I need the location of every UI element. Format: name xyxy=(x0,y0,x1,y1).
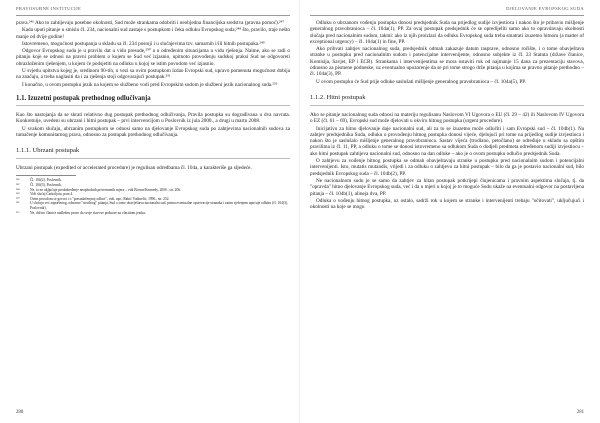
subsection-rule xyxy=(16,158,290,159)
paragraph: Ako prihvati zahtjev nacionalnog suda, predsjednik odmah zakazuje datum rasprave, odnosno ročište, i o tome obavještava stranke u postupku pred nacionalnim sudom i potencijalne intervenijente, odnosno subjekte iz čl. 23 Statuta (države članice, Komisija, Savjet, EP i ECB). Strankama i intervenijentima se mora ostaviti rok od najmanje 15 dana za prezentaciju stavova, odnosno za pismene podneske, uz eventualno upozorenje da se pri tome strogo drže pitanja u kojima se pravno pitanje prethodno – čl. 104a(3), PP. xyxy=(310,46,584,78)
right-page xyxy=(300,0,600,423)
paragraph: Ako se pitanje nacionalnog suda odnosi na materiju regulisanu Naslovom VI Ugovora o EU (čl. 29 – 42) ili Naslovom IV Ugovora o EZ (čl. 61 – 69), Evropski sud može djelovati u okviru hitnog postupka (urgent procedure). xyxy=(310,111,584,125)
subsection-rule xyxy=(310,105,584,106)
footnote-text: Čl. 104(3), Poslovnik. xyxy=(30,183,62,188)
paragraph: Odluka o vođenju hitnog postupka, uz ostalo, sadrži rok u kojem se stranke i intervenijenti trebaju "očitovati", uključujući i okolnosti na koje se mogu xyxy=(310,197,584,211)
footnote xyxy=(16,201,290,210)
paragraph: Ubrzani postupak (expedited or accelerated procedure) je regulisan odredbama čl. 104a, a karakteriše ga sljedeće. xyxy=(16,165,252,172)
footnote-number: ²⁴⁹ xyxy=(16,192,20,197)
footnote-number: ²⁴⁸ xyxy=(16,187,20,192)
head-rule xyxy=(310,15,584,16)
paragraph: U ovom postupku će Sud prije odluke saslušati mišljenje generalnog pravobranioca – čl. 104a(5), PP. xyxy=(316,78,526,85)
footnote-text: U slučaju već zaprašenog, odnosno "sterilnog" pitanja, Sud o tome obavještava nacionalni sud, prima eventualne opservacije stranaka i zatim rješenjem upućuje odluku (čl. 104(3), Poslovnik). xyxy=(30,201,289,211)
paragraph: I konačno, u ovom postupku jezik na kojem se službeno vodi pred Evropskim sudom je službeni jezik nacionalnog suda.²⁵² xyxy=(22,81,278,88)
footnote-number: ²⁵⁰ xyxy=(16,196,20,201)
paragraph: U svjetlu upitstva kojeg je, sredinom 90-tih, u vezi sa ovim postupkom izdao Evropski sud, upravo pomenuta mogućnost dobija na značaju, a treba naglasiti da i za rješenja stoji odgovarajući postupak.²⁵¹ xyxy=(16,68,290,81)
page-number-right: 281 xyxy=(576,410,584,415)
paragraph: O zahtjevu za vođenje hitnog postupka se odmah obavještavaju stranke u postupku pred nacionalnim sudom i potencijalni intervenijenti. Isto, mutatis mutandis, vrijedi i za odluku o zahtjevu za hitni postupak – bilo da ga je postavio nacionalni sud, bilo predsjednik Evropskog suda – čl. 104b(2), PP. xyxy=(310,158,584,177)
footnote-number: ²⁵¹ xyxy=(16,201,20,206)
paragraph: Istovremeno, mogućnost postupanja u skladu sa čl. 234 postoji i u slučajevima tzv. samarnih i/ili hitnih postupaka.²⁴⁹ xyxy=(22,40,265,47)
footnote-number: ²⁴⁷ xyxy=(16,183,20,188)
paragraph: Odluku o ubrzanom vođenju postupka donosi predsjednik Suda na prijedlog sudije izvjestioca i nakon što je pribavio mišljenje generalnog pravobranioca – čl. 104a(1), PP. Za ovaj postupak predsjednik će se opredijeliti samo ako to opravdavaju okolnosti slučaja pred nacionalnim sudom, takmi: ako iz njih proizlazi da odluku Evropskog suda treba smatrati izuzetno hitnom (a matter of exceptional urgency) – čl. 104a(1) in fine, PP. xyxy=(310,20,584,45)
paragraph: U svakom slučaju, ubrzanim postupkom se odnosi samo na djelovanje Evropskog suda po zahtjevima nacionalnih sudova za tumačenje komunitarnog prava, odnosno za postupak prethodnog odlučivanja. xyxy=(16,125,290,138)
section-rule xyxy=(16,105,290,106)
footnote-text: Ne, drživo članice nadležnu pravo da svoje stavove podnose na vlastitom jeziku. xyxy=(30,210,146,215)
head-rule xyxy=(16,15,290,16)
paragraph: prava.²⁴⁶ Ako to zahtijevaju posebne okolnosti, Sud može strankama odobriti i neobjedna financijska sredstva (pravna pomoć).²⁴⁷ xyxy=(16,20,285,26)
running-head-left xyxy=(16,6,290,15)
running-head-right xyxy=(310,6,584,15)
footnote-text: Čl. 104(2), Poslovnik. xyxy=(30,178,62,183)
running-head-title: PRAVOSUĐNE INSTITUCIJE xyxy=(16,6,82,11)
subsection-heading: 1.1.1. Ubrzani postupak xyxy=(16,147,80,155)
paragraph: Kao što nastojanja da se skrati relativno dug postupak prethodnog odlučivanja, Pravila postupka su dograđivana u dva navrata. Konkretnije, uvedeni su ubrzani i hitni postupak – prvi intervencijom u Poslovnik iz jula 2000., a drugi u martu 2008. xyxy=(16,111,290,125)
section-heading: 1.1. Izuzetni postupak prethodnog odlučivanja xyxy=(16,94,151,102)
paragraph: Ne nacionalnom sudu je se samo da zahtjev za hitan postupak potkrijepi činjenicama i pravnim aspektima slučaja, tj. da "opravda" hitno djelovanje Evropskog suda, već i da u mjeri u kojoj je to moguće Sudu ukaže na eventualni odgovor na postavljena pitanja – čl. 104b(1), alineja dva, PP. xyxy=(310,177,584,197)
footnote xyxy=(16,211,290,216)
subsection-heading: 1.1.2. Hitni postupak xyxy=(310,93,366,101)
footnote-rule xyxy=(16,175,76,176)
footnote-text: Ovim povodom se govori i o "presudačenjnoj odluci", vidi, npr., Rakić Vodinelić, 1996., str. 252. xyxy=(30,196,170,201)
footnote-text: Ne, to ne uključuje predodređenje neophodnih privremenih mjera – vidi Brown/Kennedy, 2000., str. 206. xyxy=(30,187,181,192)
paragraph: Odgovor Evropskog suda je u pravilu dat u vidu presude,²⁵⁰ a u određenim situacijama u vidu rješenja. Naime, ako se radi o pitanju koje se odnosi na pravni problem o kojem se Sud već izjasnio, upitnoto provođenju sudskoj praksi Sud ne odgovoreti obrazloženim rješenjem, u kojem će podsjetiti na odluku u kojoj se istim povodom već izjasnio. xyxy=(16,48,290,67)
page-number-left: 280 xyxy=(16,410,24,415)
running-head-title: DJELOVANJE EVROPSKOG SUDA xyxy=(506,6,584,11)
footnote-number: ²⁴⁶ xyxy=(16,178,20,183)
paragraph: Kada uputi pitanje u smislu čl. 234, nacionalni sud zastaje s postupkom i čeka odluku Evropskog suda;²⁴⁸ što, pravilo, traje nešto manje od dvije godine! xyxy=(16,27,290,40)
paragraph: Inicijativu za hitno djelovanje daje nacionalni sud, ali za to se izuzetno može odlučiti i sam Evropski sud – čl. 104b(1). Na zahtjev predsjednika Suda, odluku o provođenju hitnog postupka donosi vijeće, djelujući pri tome na prijedlog sudije izvjestioca i nakon što je saslušalo mišljenje generalnog pravobranioca. Sastav vijeća (trodlano, petočlano) se određuje u skladu sa opštim pravilima iz čl. 11, PP, a odluku o tome se donosi istovremeno sa odlukom Suda o dodjeli predmeta određenom sudiji izvjestiocu – ako hitni postupak zahtijeva nacionalni sud, odnosno na dan odluke – ako je o ovom postupku odlučio predsjednik Suda. xyxy=(310,125,584,157)
footnote-number: ²⁵² xyxy=(16,210,20,215)
footnote-text: Vidi slučaj Čarkoljatu, para 4. xyxy=(30,192,74,197)
